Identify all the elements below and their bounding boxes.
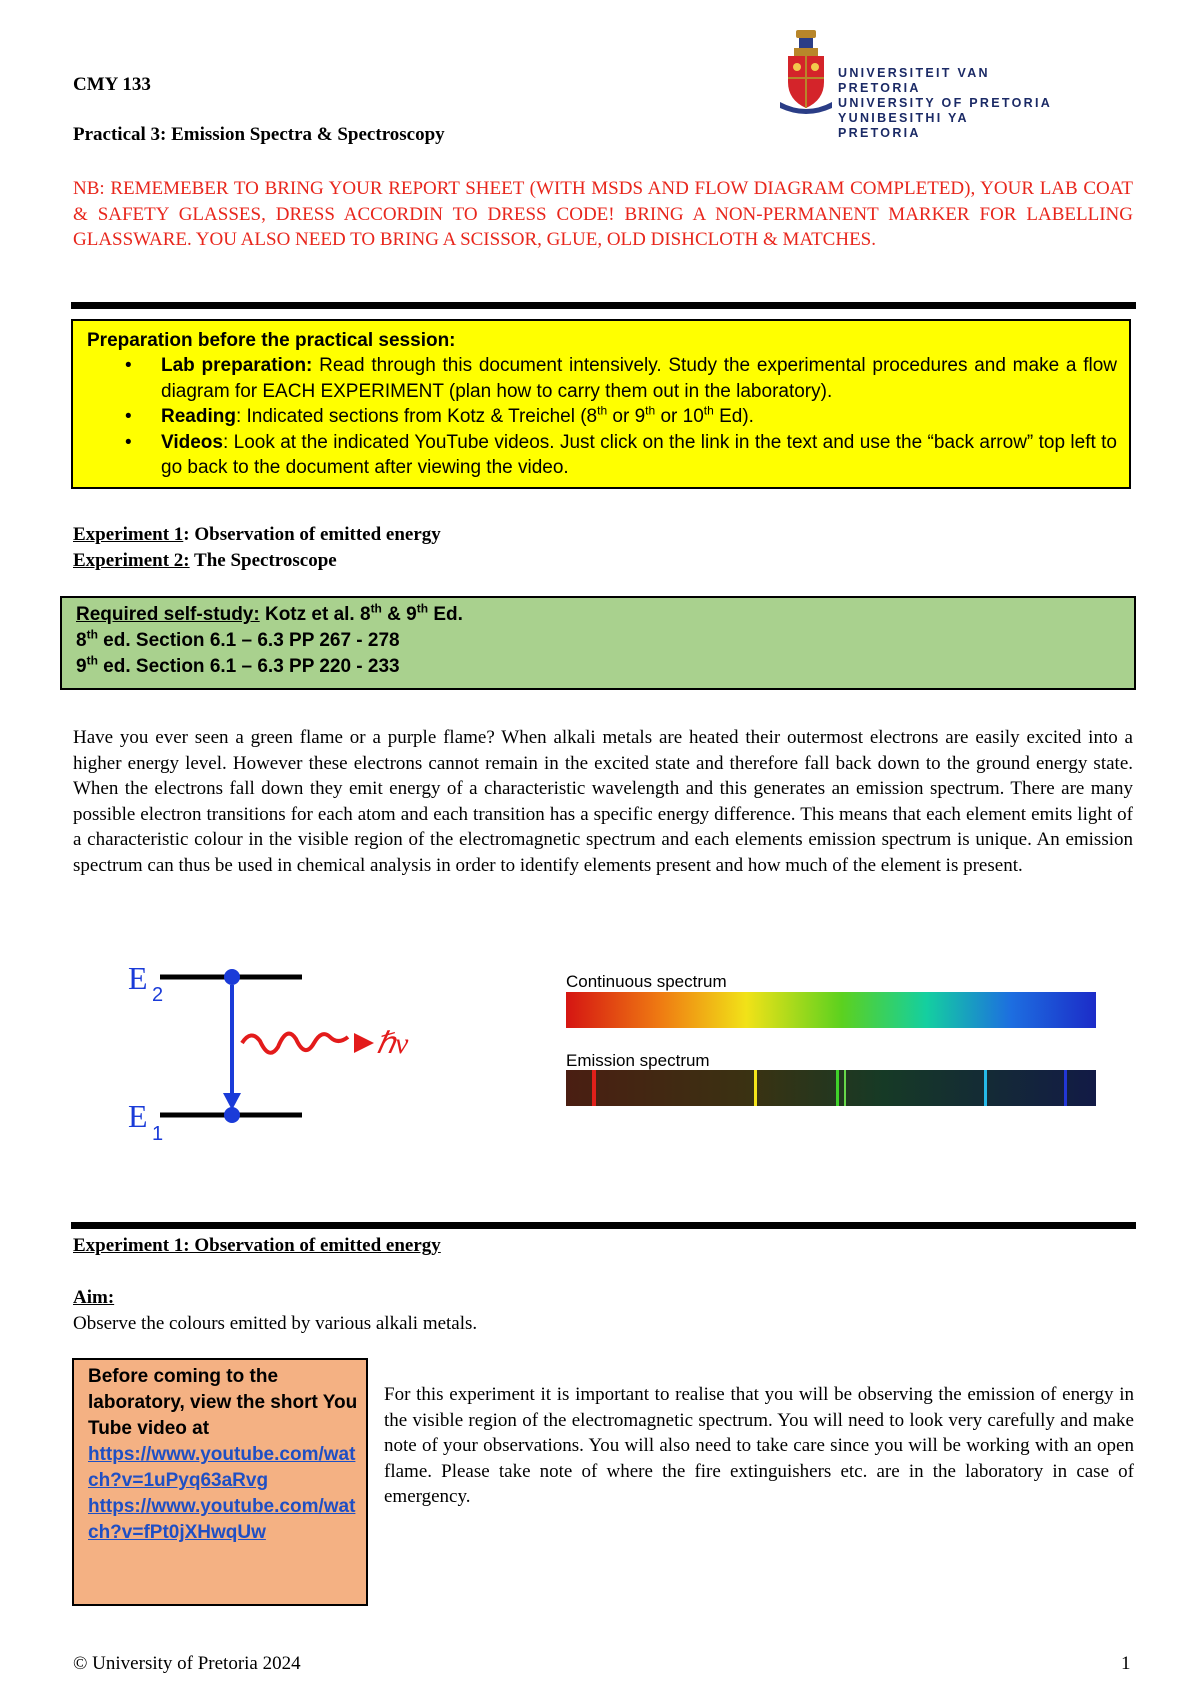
preparation-item-text: Read through this document intensively. Study the experimental procedures and make a flow diagram for EACH EXPERIMENT (plan how to carry them out in the laboratory).: [161, 355, 1118, 402]
emission-spectrum-bar: [566, 1070, 1096, 1106]
emission-line-blue: [1064, 1070, 1067, 1106]
experiment-title: The Spectroscope: [189, 550, 337, 571]
experiment-1-heading: [73, 1235, 441, 1257]
self-study-text: & 9: [381, 604, 417, 625]
experiment-1-body: For this experiment it is important to realise that you will be observing the emission of energy in the visible region of the electromagnetic spectrum. You will need to look very carefully and make note of your observations. You will also need to take care since you will be working with an open flame. Please take note of where the fire extinguishers etc. are in the laboratory in case of emergency.: [384, 1384, 1134, 1507]
university-logo: [776, 28, 1056, 140]
youtube-link-2[interactable]: https://www.youtube.com/watch?v=fPt0jXHwqUw: [88, 1496, 356, 1543]
self-study-text: ed. Section 6.1 – 6.3 PP 267 - 278: [97, 630, 400, 651]
superscript: th: [370, 601, 382, 616]
preparation-item-text: : Look at the indicated YouTube videos. Just click on the link in the text and use the “back arrow” top left to go back to the document after viewing the video.: [161, 431, 1117, 478]
self-study-text: ed. Section 6.1 – 6.3 PP 220 - 233: [97, 656, 400, 677]
logo-line-afrikaans: UNIVERSITEIT VAN PRETORIA: [838, 66, 990, 95]
logo-line-sepedi: YUNIBESITHI YA PRETORIA: [838, 111, 969, 140]
superscript: th: [703, 403, 714, 418]
preparation-item-text: Ed).: [713, 406, 754, 427]
self-study-line-2: [76, 628, 463, 654]
aim-label-text: Aim:: [73, 1287, 115, 1308]
page-number: 1: [1121, 1653, 1131, 1674]
energy-level-diagram: [110, 945, 440, 1150]
preparation-item-text: : Indicated sections from Kotz & Treichel (8: [235, 406, 598, 427]
self-study-text: 8: [76, 630, 87, 651]
preparation-item-label: Reading: [161, 406, 236, 427]
experiment-list: [73, 522, 441, 574]
emission-line-red: [592, 1070, 596, 1106]
superscript: th: [597, 403, 608, 418]
upper-level-subscript: 2: [152, 984, 164, 1006]
superscript: th: [86, 653, 98, 668]
bullet-icon: •: [125, 355, 132, 376]
superscript: th: [86, 627, 98, 642]
intro-paragraph: Have you ever seen a green flame or a purple flame? When alkali metals are heated their outermost electrons are easily excited into a higher energy level. However these electrons cannot remain in the excited state and therefore fall back down to the ground energy state. When the electrons fall down they emit energy of a characteristic wavelength and this generates an emission spectrum. There are many possible electron transitions for each atom and each transition has a specific energy difference. This means that each element emits light of a characteristic colour in the visible region of the electromagnetic spectrum and each elements emission spectrum is unique. An emission spectrum can thus be used in chemical analysis in order to identify elements present and how much of the element is present.: [73, 727, 1133, 876]
self-study-text: 9: [76, 656, 87, 677]
photon-energy-label: ℏν: [376, 1027, 409, 1060]
video-box: [72, 1358, 368, 1606]
experiment-1-heading-text: Experiment 1: Observation of emitted energy: [73, 1235, 441, 1256]
experiment-title: : Observation of emitted energy: [183, 524, 441, 545]
self-study-box: [60, 596, 1136, 690]
video-intro-text: Before coming to the laboratory, view the short You Tube video at: [88, 1366, 358, 1439]
practical-title: Practical 3: Emission Spectra & Spectroscopy: [73, 124, 445, 145]
preparation-heading: Preparation before the practical session:: [87, 330, 456, 351]
aim-text: Observe the colours emitted by various alkali metals.: [73, 1313, 478, 1334]
section-divider-top: [71, 302, 1136, 309]
preparation-item-reading: [87, 404, 1117, 430]
self-study-text: Ed.: [428, 604, 463, 625]
self-study-label: Required self-study:: [76, 604, 260, 625]
preparation-item-text: or 10: [655, 406, 704, 427]
lower-level-label: E: [128, 1098, 148, 1134]
footer-copyright: © University of Pretoria 2024: [73, 1653, 301, 1674]
experiment-2-entry: [73, 548, 441, 574]
preparation-item-label: Lab preparation:: [161, 355, 313, 376]
emission-line-green-2: [844, 1070, 846, 1106]
emission-line-cyan: [984, 1070, 987, 1106]
coat-of-arms-icon: [776, 28, 836, 120]
superscript: th: [645, 403, 656, 418]
course-code: CMY 133: [73, 74, 151, 95]
continuous-spectrum-bar: [566, 992, 1096, 1028]
lower-level-subscript: 1: [152, 1123, 164, 1145]
emission-spectrum-label: Emission spectrum: [566, 1051, 710, 1070]
aim-label: [73, 1287, 114, 1309]
bullet-icon: •: [125, 406, 132, 427]
upper-electron-dot: [224, 969, 240, 985]
continuous-spectrum-label: Continuous spectrum: [566, 972, 727, 991]
arrow-right-icon: [354, 1033, 374, 1053]
self-study-line-1: [76, 602, 463, 628]
section-divider-bottom: [71, 1222, 1136, 1229]
logo-line-english: UNIVERSITY OF PRETORIA: [838, 96, 1053, 110]
experiment-label: Experiment 1: [73, 524, 184, 545]
preparation-item-text: or 9: [607, 406, 646, 427]
preparation-item-videos: [87, 430, 1117, 481]
arrow-down-icon: [223, 1093, 241, 1110]
upper-level-label: E: [128, 960, 148, 996]
preparation-item-label: Videos: [161, 431, 223, 453]
emission-line-green: [836, 1070, 839, 1106]
photon-wave: [242, 1034, 348, 1053]
experiment-label: Experiment 2:: [73, 550, 190, 571]
emission-line-yellow: [754, 1070, 757, 1106]
preparation-item-lab: [87, 353, 1117, 404]
preparation-list: [87, 353, 1117, 481]
superscript: th: [416, 601, 429, 616]
self-study-line-3: [76, 654, 463, 680]
spectra-figure: [556, 970, 1116, 1110]
nb-notice: NB: REMEMEBER TO BRING YOUR REPORT SHEET (WITH MSDS AND FLOW DIAGRAM COMPLETED), YOUR LAB COAT & SAFETY GLASSES, DRESS ACCORDIN TO DRESS CODE! BRING A NON-PERMANENT MARKER FOR LABELLING GLASSWARE. YOU ALSO NEED TO BRING A SCISSOR, GLUE, OLD DISHCLOTH & MATCHES.: [73, 178, 1133, 250]
experiment-1-entry: [73, 522, 441, 548]
youtube-link-1[interactable]: https://www.youtube.com/watch?v=1uPyq63aRvg: [88, 1444, 356, 1491]
self-study-text: Kotz et al. 8: [259, 604, 371, 625]
preparation-box: [71, 319, 1131, 489]
bullet-icon: •: [125, 431, 132, 453]
